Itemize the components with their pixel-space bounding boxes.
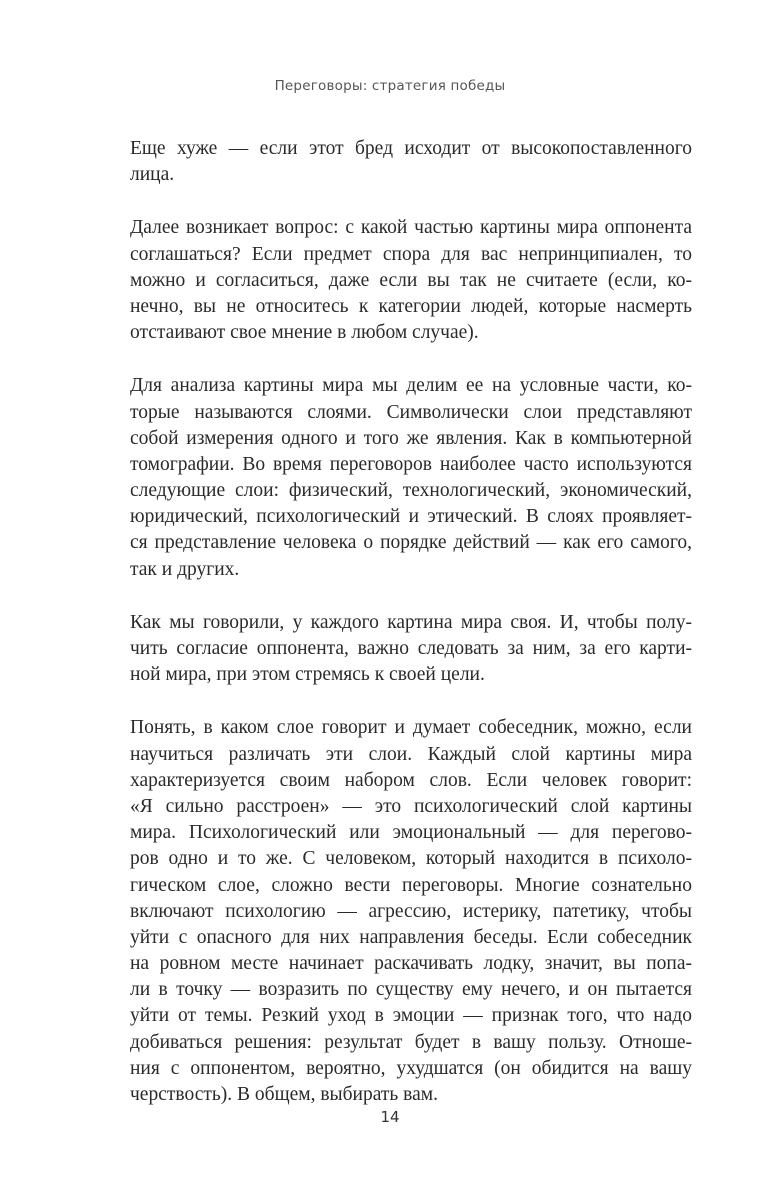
text-line: уйти от темы. Резкий уход в эмоции — признак того, что надо [130, 1005, 692, 1027]
text-line: научиться различать эти слои. Каждый слой картины мира [130, 743, 692, 765]
paragraph [130, 215, 692, 346]
text-line: лица. [130, 164, 175, 186]
page-number: 14 [380, 1108, 400, 1126]
text-line: ния с оппонентом, вероятно, ухудшатся (он обидится на вашу [130, 1057, 692, 1079]
text-line: характеризуется своим набором слов. Если человек говорит: [130, 769, 692, 791]
text-line: включают психологию — агрессию, истерику, патетику, чтобы [130, 900, 692, 922]
text-line: Понять, в каком слое говорит и думает собеседник, можно, если [130, 717, 692, 739]
text-line: ной мира, при этом стремясь к своей цели. [130, 664, 485, 686]
paragraph [130, 610, 692, 689]
text-line: ся представление человека о порядке действий — как его самого, [130, 532, 692, 554]
text-line: черствость). В общем, выбирать вам. [130, 1084, 439, 1105]
text-line: ли в точку — возразить по существу ему нечего, и он пытается [130, 979, 692, 1001]
text-line: чить согласие оппонента, важно следовать за ним, за его карти- [130, 638, 692, 659]
text-line: уйти с опасного для них направления беседы. Если собеседник [130, 926, 692, 948]
paragraph [130, 373, 692, 583]
running-head: Переговоры: стратегия победы [274, 78, 506, 94]
text-line: соглашаться? Если предмет спора для вас непринципиален, то [130, 243, 692, 265]
paragraph [130, 136, 692, 188]
text-line: юридический, психологический и этический. В слоях проявляет- [130, 506, 692, 528]
text-line: Как мы говорили, у каждого картина мира своя. И, чтобы полу- [130, 611, 692, 633]
text-line: можно и согласиться, даже если вы так не считаете (если, ко- [130, 269, 692, 291]
text-line: так и других. [130, 558, 240, 580]
text-line: мира. Психологический или эмоциональный — для перегово- [130, 822, 692, 844]
text-line: томографии. Во время переговоров наиболее часто используются [130, 453, 692, 475]
text-line: собой измерения одного и того же явления. Как в компьютерной [130, 427, 692, 449]
text-line: «Я сильно расстроен» — это психологический слой картины [130, 795, 692, 817]
text-line: отстаивают свое мнение в любом случае). [130, 322, 479, 344]
text-line: торые называются слоями. Символически слои представляют [130, 401, 692, 423]
text-line: Для анализа картины мира мы делим ее на условные части, ко- [130, 375, 692, 397]
text-line: Еще хуже — если этот бред исходит от высокопоставленного [130, 138, 692, 159]
body-text [130, 136, 692, 1135]
text-line: нечно, вы не относитесь к категории людей, которые насмерть [130, 295, 692, 317]
text-line: следующие слои: физический, технологический, экономический, [130, 480, 692, 502]
text-line: Далее возникает вопрос: с какой частью картины мира оппонента [130, 217, 692, 239]
text-line: добиваться решения: результат будет в вашу пользу. Отноше- [130, 1031, 692, 1053]
paragraph [130, 715, 692, 1108]
text-line: гическом слое, сложно вести переговоры. Многие сознательно [130, 874, 692, 896]
text-line: ров одно и то же. С человеком, который находится в психоло- [130, 848, 692, 870]
text-line: на ровном месте начинает раскачивать лодку, значит, вы попа- [130, 953, 692, 975]
